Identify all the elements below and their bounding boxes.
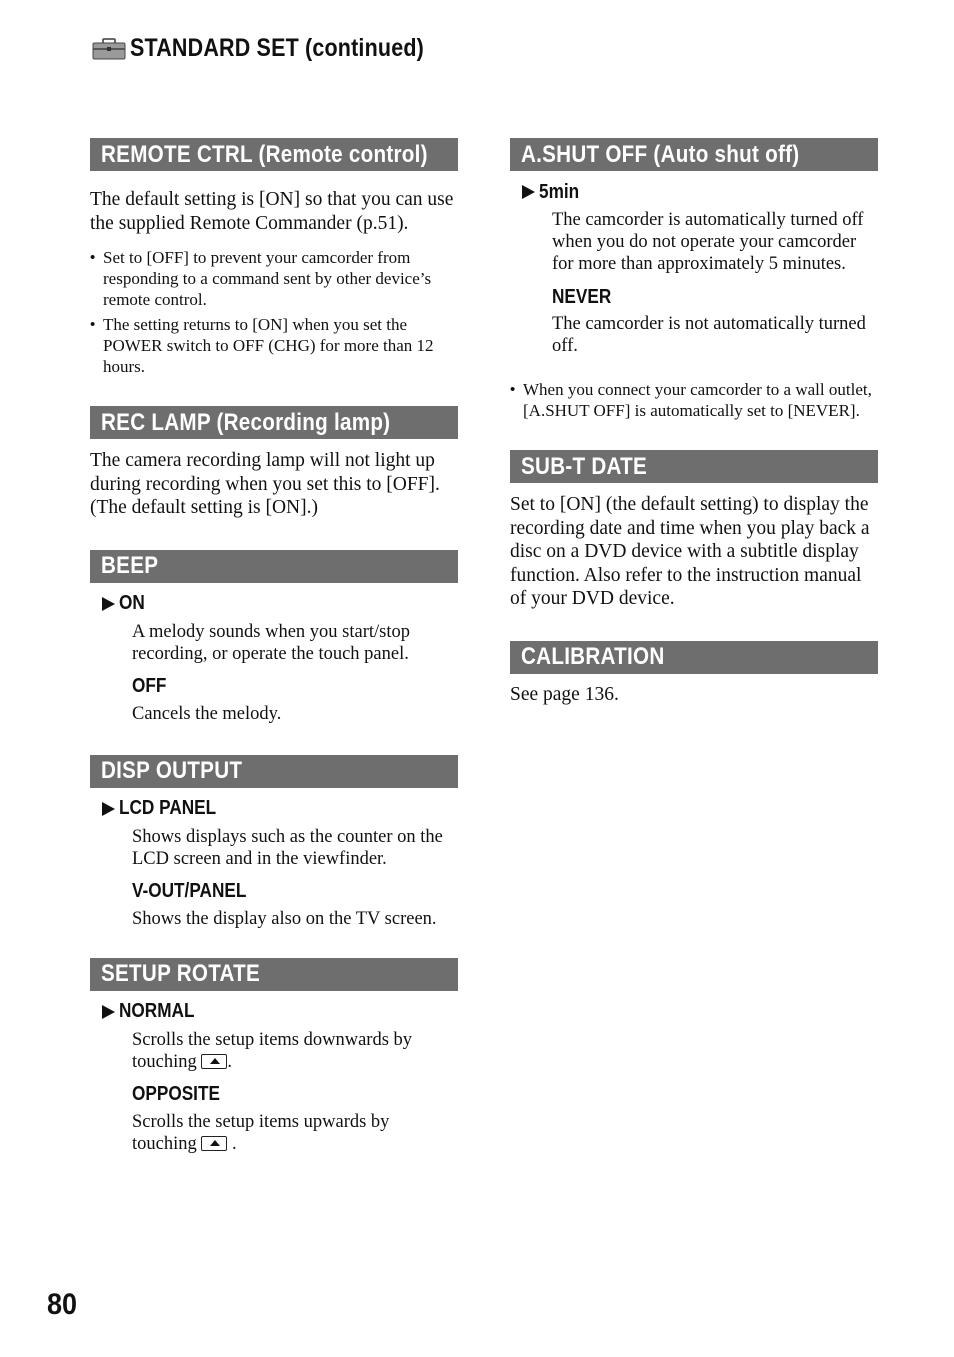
option-label-v-out-panel: V-OUT/PANEL xyxy=(132,880,247,902)
default-arrow-icon xyxy=(102,802,115,816)
option-label-5min: 5min xyxy=(522,180,878,204)
auto-shut-off-notes xyxy=(510,379,878,421)
remote-ctrl-notes xyxy=(90,247,458,377)
page-number: 80 xyxy=(47,1288,78,1321)
toolbox-icon xyxy=(92,38,126,60)
right-column xyxy=(510,138,878,706)
page-header xyxy=(92,34,472,63)
list-item: • The setting returns to [ON] when you set the POWER switch to OFF (CHG) for more than 12 hours. xyxy=(90,314,458,377)
calibration-body: See page 136. xyxy=(510,683,619,705)
option-desc: Scrolls the setup items downwards by touching . xyxy=(132,1029,413,1072)
list-item: • Set to [OFF] to prevent your camcorder from responding to a command sent by other device’s remote control. xyxy=(90,247,458,310)
option-label-on: ON xyxy=(102,592,458,616)
disp-output-options xyxy=(102,797,458,930)
option-label-off: OFF xyxy=(132,675,167,697)
section-rec-lamp-heading: REC LAMP (Recording lamp) xyxy=(90,406,458,439)
rec-lamp-body: The camera recording lamp will not light up during recording when you set this to [OFF]. (The default setting is [ON].) xyxy=(90,450,440,518)
section-sub-t-date-heading: SUB-T DATE xyxy=(510,450,878,483)
section-setup-rotate-heading: SETUP ROTATE xyxy=(90,958,458,991)
section-auto-shut-off-heading: A.SHUT OFF (Auto shut off) xyxy=(510,138,878,171)
option-label-normal: NORMAL xyxy=(102,1000,458,1024)
option-desc: The camcorder is automatically turned off when you do not operate your camcorder for more than approximately 5 minutes. xyxy=(552,210,864,274)
option-label-lcd-panel: LCD PANEL xyxy=(102,797,458,821)
option-desc: Shows displays such as the counter on the LCD screen and in the viewfinder. xyxy=(132,826,443,869)
left-column xyxy=(90,138,458,1155)
option-label-opposite: OPPOSITE xyxy=(132,1083,220,1105)
section-calibration-heading: CALIBRATION xyxy=(510,641,878,674)
option-desc: A melody sounds when you start/stop recording, or operate the touch panel. xyxy=(132,621,411,664)
option-desc: Scrolls the setup items upwards by touching . xyxy=(132,1111,390,1154)
auto-shut-off-options xyxy=(522,180,878,357)
option-desc: Shows the display also on the TV screen. xyxy=(132,908,437,929)
page-title: STANDARD SET (continued) xyxy=(130,34,424,62)
default-arrow-icon xyxy=(102,597,115,611)
sub-t-date-body: Set to [ON] (the default setting) to display the recording date and time when you play back a disc on a DVD device with a subtitle display function. Also refer to the instruction manual of your DVD device. xyxy=(510,494,870,609)
section-disp-output-heading: DISP OUTPUT xyxy=(90,755,458,788)
setup-rotate-options xyxy=(102,1000,458,1155)
scroll-up-button-icon xyxy=(201,1136,227,1151)
section-remote-ctrl-heading: REMOTE CTRL (Remote control) xyxy=(90,138,458,171)
option-desc: Cancels the melody. xyxy=(132,703,282,724)
beep-options xyxy=(102,592,458,725)
default-arrow-icon xyxy=(522,185,535,199)
default-arrow-icon xyxy=(102,1005,115,1019)
option-desc: The camcorder is not automatically turned off. xyxy=(552,314,866,356)
option-label-never: NEVER xyxy=(552,285,612,308)
remote-ctrl-body: The default setting is [ON] so that you can use the supplied Remote Commander (p.51). xyxy=(90,189,454,234)
list-item: • When you connect your camcorder to a wall outlet, [A.SHUT OFF] is automatically set to [NEVER]. xyxy=(510,379,878,421)
section-beep-heading: BEEP xyxy=(90,550,458,583)
scroll-up-button-icon xyxy=(201,1054,227,1069)
